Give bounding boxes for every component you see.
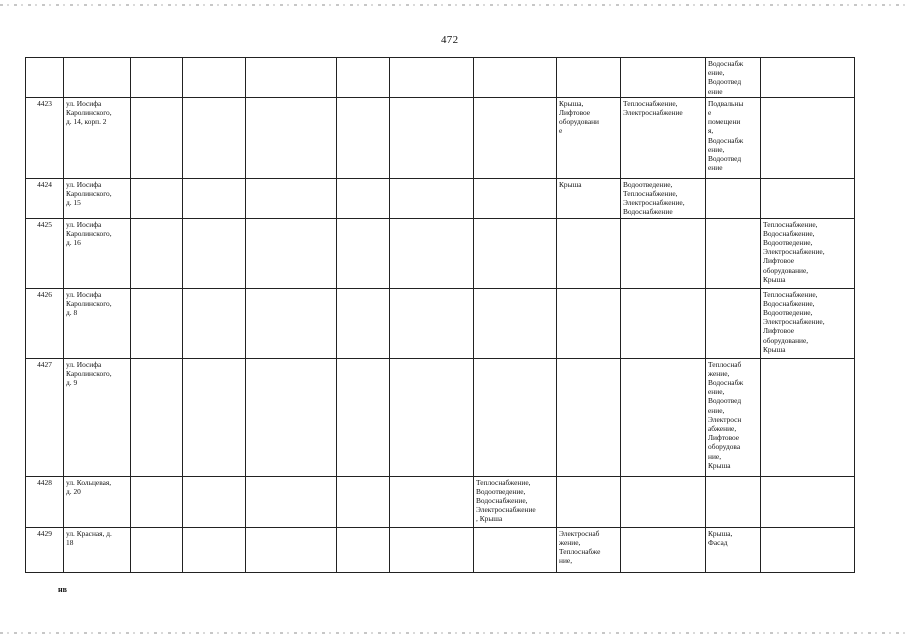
cell-works-col9 [557,218,621,288]
cell-works-col8 [474,97,557,178]
table-row [26,358,855,476]
cell-works-col11 [706,178,761,218]
cell-number: 4428 [26,476,64,527]
cell-works-col10 [621,358,706,476]
cell-works-col11 [706,218,761,288]
cell-works-col12 [761,178,855,218]
cell-works-col8 [474,58,557,98]
cell-address: ул. Иосифа Каролинского, д. 15 [64,178,131,218]
cell-number: 4427 [26,358,64,476]
cell-number [26,58,64,98]
cell-works-col12: Теплоснабжение, Водоснабжение, Водоотведение, Электроснабжение, Лифтовое оборудование, Крыша [761,288,855,358]
cell-works-col9: Крыша [557,178,621,218]
data-table [25,57,855,573]
cell-address [64,58,131,98]
cell-address: ул. Иосифа Каролинского, д. 8 [64,288,131,358]
table-row [26,178,855,218]
cell-works-col10: Водоотведение, Теплоснабжение, Электроснабжение, Водоснабжение [621,178,706,218]
table-row [26,58,855,98]
cell-address: ул. Красная, д. 18 [64,527,131,572]
footer-mark: нв [58,585,67,594]
cell-works-col12 [761,97,855,178]
cell-works-col12 [761,358,855,476]
cell-address: ул. Иосифа Каролинского, д. 14, корп. 2 [64,97,131,178]
table-row [26,476,855,527]
cell-works-col10 [621,527,706,572]
cell-works-col11: Подвальны е помещени я, Водоснабж ение, Водоотвед ение [706,97,761,178]
cell-number: 4423 [26,97,64,178]
cell-number: 4425 [26,218,64,288]
cell-works-col9: Крыша, Лифтовое оборудовани е [557,97,621,178]
table-row [26,288,855,358]
cell-works-col9 [557,58,621,98]
cell-works-col11 [706,476,761,527]
cell-address: ул. Иосифа Каролинского, д. 16 [64,218,131,288]
cell-works-col11: Водоснабж ение, Водоотвед ение [706,58,761,98]
cell-works-col10 [621,288,706,358]
cell-number: 4424 [26,178,64,218]
cell-works-col11: Крыша, Фасад [706,527,761,572]
cell-number: 4426 [26,288,64,358]
cell-works-col8 [474,178,557,218]
cell-works-col10 [621,218,706,288]
cell-works-col10 [621,58,706,98]
cell-works-col12 [761,527,855,572]
cell-works-col8 [474,527,557,572]
cell-number: 4429 [26,527,64,572]
cell-address: ул. Кольцевая, д. 20 [64,476,131,527]
page-number: 472 [441,34,459,46]
cell-works-col10: Теплоснабжение, Электроснабжение [621,97,706,178]
cell-works-col9 [557,288,621,358]
cell-works-col11: Теплоснаб жение, Водоснабж ение, Водоотвед ение, Электросн абжение, Лифтовое оборудова ние, Крыша [706,358,761,476]
cell-address: ул. Иосифа Каролинского, д. 9 [64,358,131,476]
cell-works-col10 [621,476,706,527]
cell-works-col9 [557,358,621,476]
cell-works-col12: Теплоснабжение, Водоснабжение, Водоотведение, Электроснабжение, Лифтовое оборудование, Крыша [761,218,855,288]
cell-works-col8: Теплоснабжение, Водоотведение, Водоснабжение, Электроснабжение , Крыша [474,476,557,527]
cell-works-col8 [474,358,557,476]
scan-edge-top [0,4,905,6]
table-row [26,527,855,572]
cell-works-col8 [474,218,557,288]
cell-works-col9: Электроснаб жение, Теплоснабже ние, [557,527,621,572]
cell-works-col8 [474,288,557,358]
cell-works-col11 [706,288,761,358]
table-row [26,97,855,178]
table-row [26,218,855,288]
cell-works-col9 [557,476,621,527]
scan-edge-bottom [0,632,905,634]
cell-works-col12 [761,476,855,527]
cell-works-col12 [761,58,855,98]
